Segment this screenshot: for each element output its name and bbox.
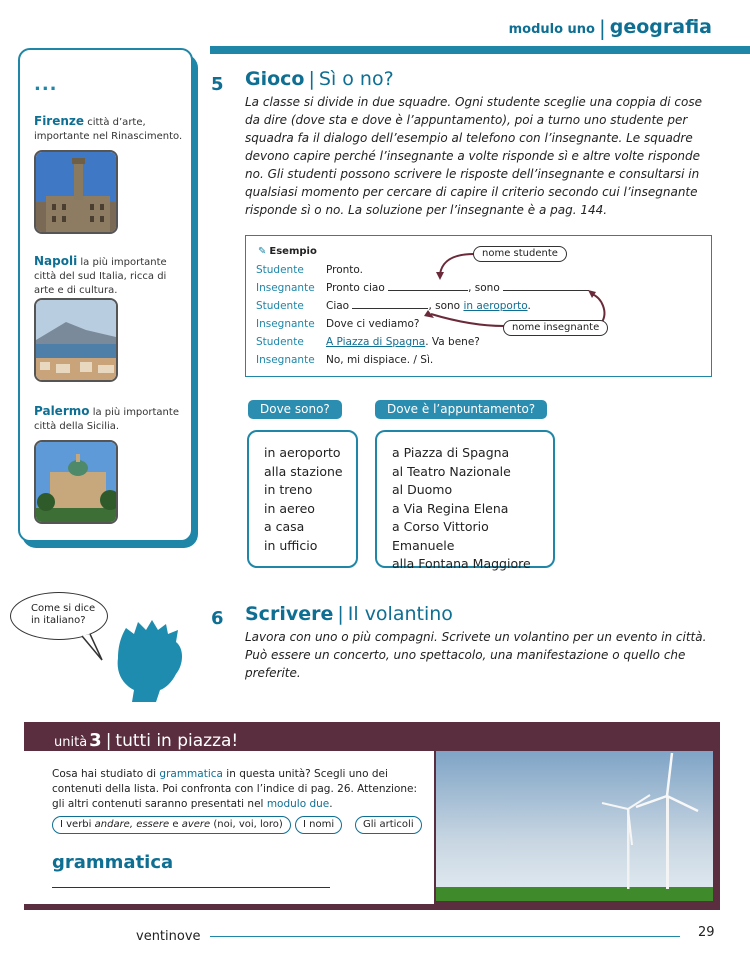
exercise-6-title: Scrivere | Il volantino bbox=[245, 603, 453, 625]
unit-instructions: Cosa hai studiato di grammatica in questa unità? Scegli uno dei contenuti della lista. Poi confronta con l’indice di pag. 26. Attenzione: gli altri contenuti saranno presentati nel modulo due. bbox=[52, 768, 418, 810]
example-label: ✎ Esempio bbox=[258, 246, 317, 257]
list-item: al Duomo bbox=[392, 482, 453, 497]
where-appointment-label: Dove è l’appuntamento? bbox=[375, 400, 547, 419]
module-title: modulo uno | geografia bbox=[508, 16, 712, 40]
list-item: in aereo bbox=[264, 500, 315, 516]
list-item: in aeroporto bbox=[264, 445, 341, 460]
city-florence: Firenze città d’arte, importante nel Rinascimento. bbox=[34, 114, 183, 142]
exercise-6-number: 6 bbox=[211, 608, 224, 629]
naples-photo bbox=[34, 298, 118, 382]
chip-nouns[interactable]: I nomi bbox=[295, 816, 342, 834]
grammar-heading: grammatica bbox=[52, 852, 174, 873]
speech-bubble: Come si dice in italiano? bbox=[10, 592, 108, 640]
city-naples: Napoli la più importante città del sud Italia, ricca di arte e di cultura. bbox=[34, 254, 167, 296]
city-sidebar bbox=[18, 48, 193, 542]
exercise-5-title: Gioco | Sì o no? bbox=[245, 68, 394, 90]
place-link: in aeroporto bbox=[463, 300, 528, 312]
callout-student-name: nome studente bbox=[473, 246, 567, 262]
footer-page-word: ventinove bbox=[136, 929, 201, 944]
exercise-6-instructions: Lavora con uno o più compagni. Scrivete un volantino per un evento in città. Può essere un concerto, uno spettacolo, una manifestazione o quello che preferite. bbox=[245, 630, 707, 680]
wind-turbines-photo bbox=[436, 751, 713, 901]
list-item: in treno bbox=[264, 482, 313, 497]
footer-rule bbox=[210, 936, 680, 937]
exercise-5-number: 5 bbox=[211, 74, 224, 95]
where-am-i-label: Dove sono? bbox=[248, 400, 342, 419]
place-link: A Piazza di Spagna bbox=[326, 336, 426, 348]
page-header bbox=[0, 0, 750, 44]
list-item: a Piazza di Spagna bbox=[392, 445, 510, 460]
pencil-icon: ✎ bbox=[258, 246, 267, 257]
palermo-photo bbox=[34, 440, 118, 524]
appointment-list bbox=[375, 430, 555, 571]
example-dialogue-box: ✎ Esempio Studente Pronto. Insegnante Pronto ciao , sono Studente Ciao , sono in aeroporto. Insegnante Dove ci vediamo? Studente A Piazza di Spagna. Va bene? Insegnante No, mi dispiace. / Sì. nome studente nome insegnante bbox=[245, 235, 712, 377]
list-item: alla stazione bbox=[264, 463, 343, 479]
florence-photo bbox=[34, 150, 118, 234]
exercise-5-instructions: La classe si divide in due squadre. Ogni studente sceglie una coppia di cose da dire (dove sta e dove è l’appuntamento), poi a turno uno studente per squadra fa il dialogo dell’esempio al telefono con l’insegnante. Le squadre devono capire perché l’insegnante a volte risponde sì e altre volte risponde no. Gli studenti possono scrivere le risposte dell’insegnante e consultarsi in qualsiasi momento per cercare di capire il criterio secondo cui l’insegnante risponde sì o no. La soluzione per l’insegnante è a pag. 144. bbox=[245, 95, 703, 217]
subject-label: geografia bbox=[609, 16, 712, 38]
list-item: a Corso Vittorio Emanuele bbox=[392, 519, 489, 553]
answer-line bbox=[52, 887, 330, 888]
list-item: al Teatro Nazionale bbox=[392, 463, 511, 479]
list-item: a casa bbox=[264, 519, 305, 534]
chip-verbs[interactable]: I verbi andare, essere e avere (noi, voi, loro) bbox=[52, 816, 291, 834]
list-item: a Via Regina Elena bbox=[392, 500, 509, 516]
city-palermo: Palermo la più importante città della Sicilia. bbox=[34, 404, 179, 432]
sidebar-ellipsis: ... bbox=[34, 74, 58, 95]
where-am-i-list bbox=[247, 430, 358, 568]
bubble-tail-icon bbox=[72, 628, 112, 668]
list-item: alla Fontana Maggiore bbox=[392, 556, 531, 571]
chip-articles[interactable]: Gli articoli bbox=[355, 816, 422, 834]
header-rule bbox=[210, 46, 750, 54]
callout-teacher-name: nome insegnante bbox=[503, 320, 608, 336]
module-label: modulo uno bbox=[508, 22, 595, 37]
unit-title: unità 3 | tutti in piazza! bbox=[54, 730, 239, 751]
list-item: in ufficio bbox=[264, 537, 318, 553]
page-number: 29 bbox=[698, 925, 715, 940]
head-silhouette-icon bbox=[112, 618, 186, 702]
